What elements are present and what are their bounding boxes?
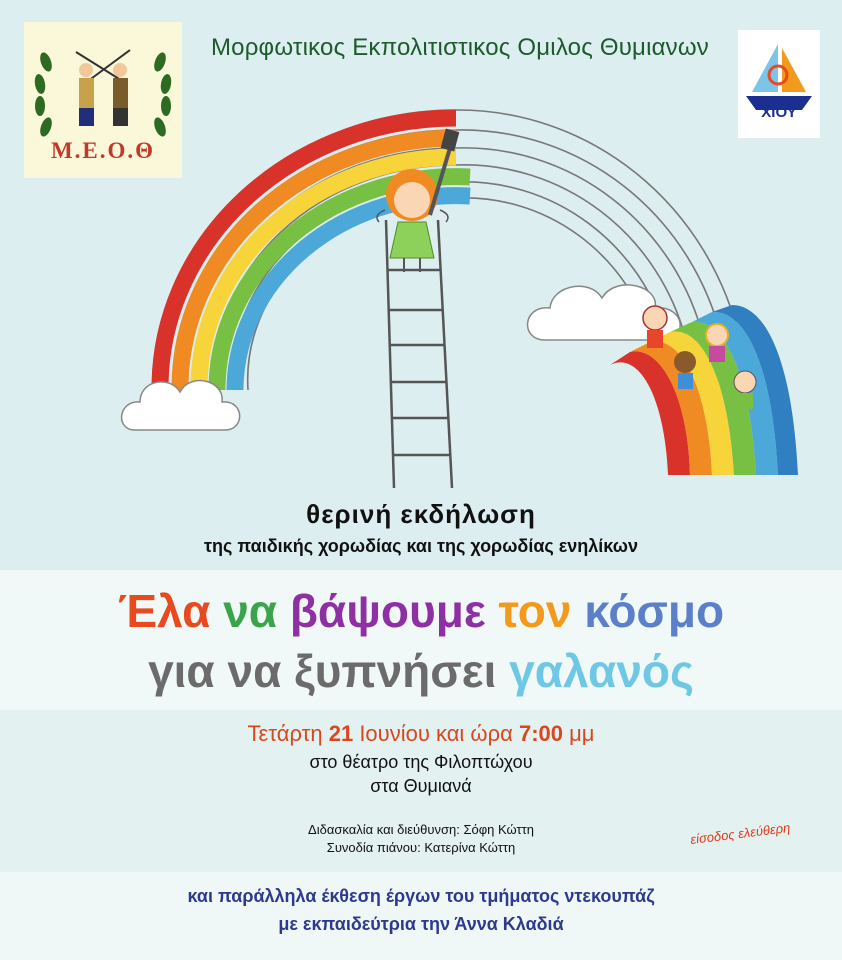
title-word: τον xyxy=(498,585,572,637)
date-weekday: Τετάρτη xyxy=(247,721,323,746)
title-word: βάψουμε xyxy=(289,585,486,637)
event-title-line1 xyxy=(0,584,842,638)
title-word: κόσμο xyxy=(584,585,725,637)
title-word: Έλα xyxy=(117,585,211,637)
free-entry-note: είσοδος ελεύθερη xyxy=(689,819,792,848)
event-subheading: της παιδικής χορωδίας και της χορωδίας ενηλίκων xyxy=(204,536,638,556)
choir-logo-text: ΧΙΟΥ xyxy=(761,104,797,121)
title-line2-text: για να ξυπνήσει xyxy=(148,645,497,697)
date-month: Ιουνίου και ώρα xyxy=(359,721,513,746)
time-suffix: μμ xyxy=(569,721,595,746)
event-time: 7:00 xyxy=(518,721,563,746)
event-heading: θερινή εκδήλωση xyxy=(306,499,536,529)
piano-credit: Συνοδία πιάνου: Κατερίνα Κώττη xyxy=(326,840,516,855)
exhibition-line: και παράλληλα έκθεση έργων του τμήματος ντεκουπάζ xyxy=(187,886,655,906)
choir-logo xyxy=(738,30,820,138)
direction-credit: Διδασκαλία και διεύθυνση: Σόφη Κώττη xyxy=(308,822,534,837)
organization-name: Μορφωτικος Εκπολιτιστικος Ομιλος Θυμιανων xyxy=(210,34,710,61)
choir-boat-icon xyxy=(738,30,820,138)
date-day: 21 xyxy=(328,721,354,746)
event-date xyxy=(0,721,842,747)
meot-logo-text: Μ.Ε.Ο.Θ xyxy=(50,138,156,163)
title-highlight-word: γαλανός xyxy=(509,645,694,697)
venue-location: στα Θυμιανά xyxy=(370,776,472,796)
title-word: να xyxy=(223,585,278,637)
event-title-line2 xyxy=(0,644,842,698)
instructor-line: με εκπαιδεύτρια την Άννα Κλαδιά xyxy=(278,914,564,934)
venue-line: στο θέατρο της Φιλοπτώχου xyxy=(309,752,533,772)
